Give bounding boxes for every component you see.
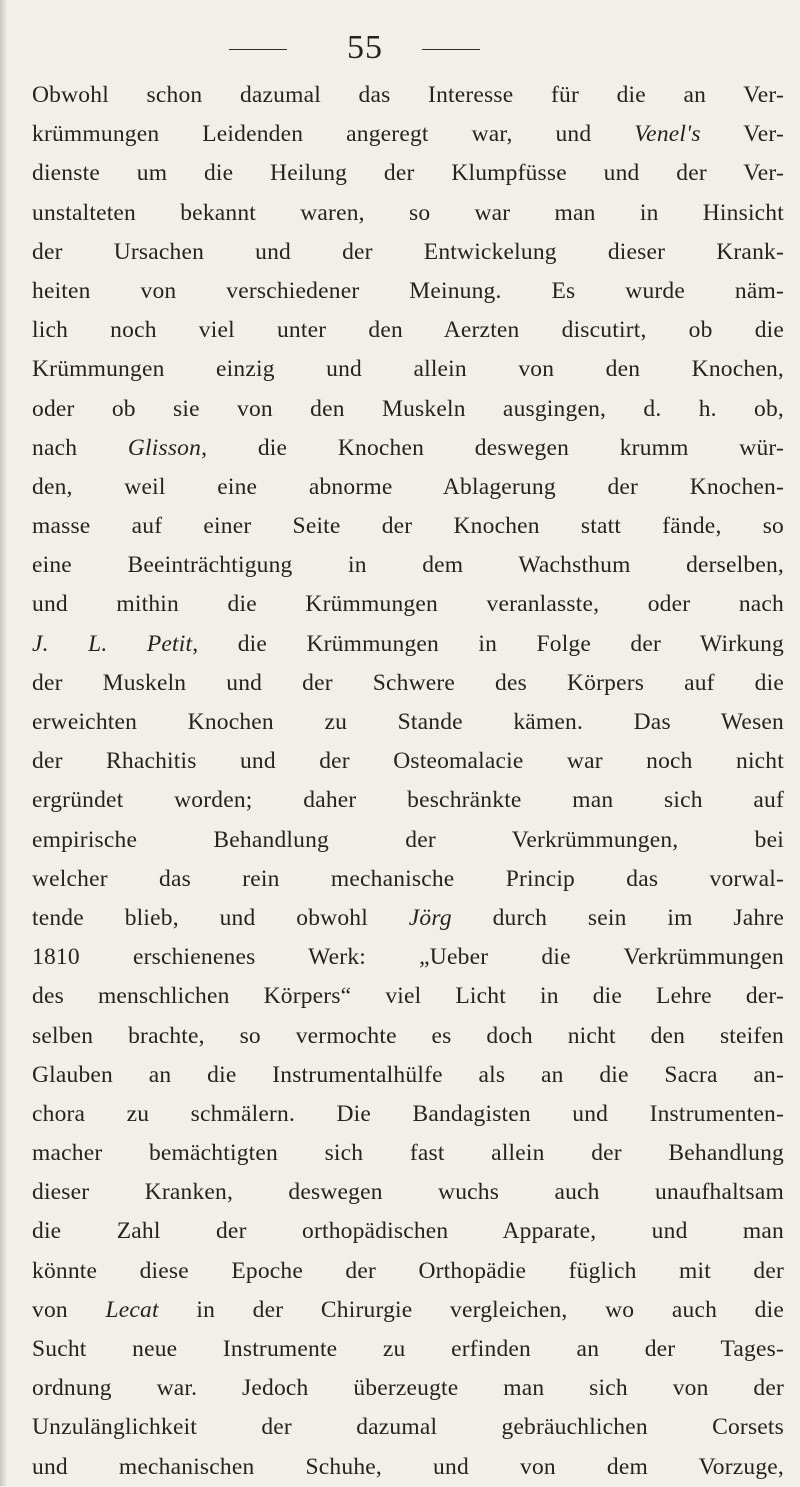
text-segment: selben brachte, so vermochte es doch nicht den steifen [32, 1022, 784, 1049]
header-rule-right [422, 49, 480, 50]
text-line [32, 507, 784, 546]
text-line [32, 1252, 784, 1291]
text-line [32, 1017, 784, 1056]
page-edge-shadow [0, 0, 6, 1486]
text-segment: durch sein im Jahre [451, 904, 784, 931]
cited-author-name: Lecat [105, 1296, 159, 1323]
text-line [32, 860, 784, 899]
text-line [32, 742, 784, 781]
text-segment: Ver- [700, 121, 784, 148]
text-line [32, 1056, 784, 1095]
page-header [0, 24, 800, 74]
page-number: 55 [347, 29, 383, 66]
cited-author-name: J. L. Petit [32, 630, 193, 657]
text-segment: ergründet worden; daher beschränkte man sich auf [32, 787, 784, 814]
text-segment: tende blieb, und obwohl [32, 904, 409, 931]
text-segment: welcher das rein mechanische Princip das vorwal- [32, 865, 784, 892]
text-line [32, 1448, 784, 1487]
text-segment: der Ursachen und der Entwickelung dieser Krank- [32, 238, 784, 265]
text-segment: chora zu schmälern. Die Bandagisten und Instrumenten- [32, 1100, 784, 1127]
text-segment: Glauben an die Instrumentalhülfe als an die Sacra an- [32, 1061, 784, 1088]
text-segment: könnte diese Epoche der Orthopädie füglich mit der [32, 1257, 784, 1284]
text-line [32, 821, 784, 860]
text-segment: der Rhachitis und der Osteomalacie war noch nicht [32, 748, 784, 775]
text-segment: die Zahl der orthopädischen Apparate, und man [32, 1218, 784, 1245]
text-line [32, 272, 784, 311]
text-segment: von [32, 1296, 106, 1323]
text-segment: Sucht neue Instrumente zu erfinden an der Tages- [32, 1336, 784, 1362]
text-line [32, 625, 784, 664]
text-line [32, 311, 784, 350]
text-line [32, 938, 784, 977]
text-segment: empirische Behandlung der Verkrümmungen, bei [32, 826, 784, 853]
text-line [32, 1212, 784, 1251]
text-segment: den, weil eine abnorme Ablagerung der Knochen- [32, 473, 784, 500]
text-line [32, 781, 784, 820]
text-segment: macher bemächtigten sich fast allein der Behandlung [32, 1140, 784, 1167]
text-line [32, 1134, 784, 1173]
header-rule-left [229, 49, 287, 50]
text-segment: nach [32, 434, 128, 461]
text-segment: krümmungen Leidenden angeregt war, und [32, 121, 635, 148]
text-line [32, 1330, 784, 1369]
text-segment: der Muskeln und der Schwere des Körpers auf die [32, 669, 784, 696]
text-line [32, 1095, 784, 1134]
text-segment: erweichten Knochen zu Stande kämen. Das Wesen [32, 709, 784, 735]
text-line [32, 350, 784, 389]
text-line [32, 390, 784, 429]
text-line [32, 585, 784, 624]
cited-author-name: Jörg [408, 904, 452, 931]
text-line [32, 429, 784, 468]
text-segment: heiten von verschiedener Meinung. Es wurde näm- [32, 277, 784, 304]
text-line [32, 703, 784, 742]
text-line [32, 1173, 784, 1212]
text-segment: oder ob sie von den Muskeln ausgingen, d. h. ob, [32, 395, 784, 422]
text-segment: und mechanischen Schuhe, und von dem Vorzuge, [32, 1453, 784, 1480]
text-line [32, 664, 784, 703]
text-segment: und mithin die Krümmungen veranlasste, oder nach [32, 591, 784, 618]
text-line [32, 1369, 784, 1408]
text-line [32, 76, 784, 115]
cited-author-name: Glisson [127, 434, 202, 461]
text-segment: , die Knochen deswegen krumm wür- [201, 434, 784, 461]
text-segment: eine Beeinträchtigung in dem Wachsthum derselben, [32, 552, 784, 579]
text-segment: dieser Kranken, deswegen wuchs auch unaufhaltsam [32, 1179, 784, 1206]
text-line [32, 899, 784, 938]
text-line [32, 468, 784, 507]
text-line [32, 154, 784, 193]
text-segment: ordnung war. Jedoch überzeugte man sich von der [32, 1375, 784, 1402]
text-segment: lich noch viel unter den Aerzten discutirt, ob die [32, 317, 784, 344]
text-segment: dienste um die Heilung der Klumpfüsse und der Ver- [32, 160, 784, 187]
text-segment: 1810 erschienenes Werk: „Ueber die Verkrümmungen [32, 944, 784, 971]
text-segment: masse auf einer Seite der Knochen statt fände, so [32, 513, 784, 540]
text-segment: Krümmungen einzig und allein von den Knochen, [32, 356, 784, 383]
text-segment: Obwohl schon dazumal das Interesse für die an Ver- [32, 82, 784, 108]
text-line [32, 546, 784, 585]
cited-author-name: Venel's [634, 121, 701, 148]
text-segment: , die Krümmungen in Folge der Wirkung [192, 630, 784, 657]
text-segment: in der Chirurgie vergleichen, wo auch die [158, 1296, 784, 1323]
text-segment: Unzulänglichkeit der dazumal gebräuchlichen Corsets [32, 1414, 784, 1441]
text-segment: des menschlichen Körpers“ viel Licht in die Lehre der- [32, 983, 784, 1010]
text-line [32, 977, 784, 1016]
text-line [32, 115, 784, 154]
text-line [32, 233, 784, 272]
text-line [32, 194, 784, 233]
text-line [32, 1408, 784, 1447]
body-text [32, 76, 784, 1487]
text-segment: unstalteten bekannt waren, so war man in Hinsicht [32, 199, 784, 226]
text-line [32, 1291, 784, 1330]
